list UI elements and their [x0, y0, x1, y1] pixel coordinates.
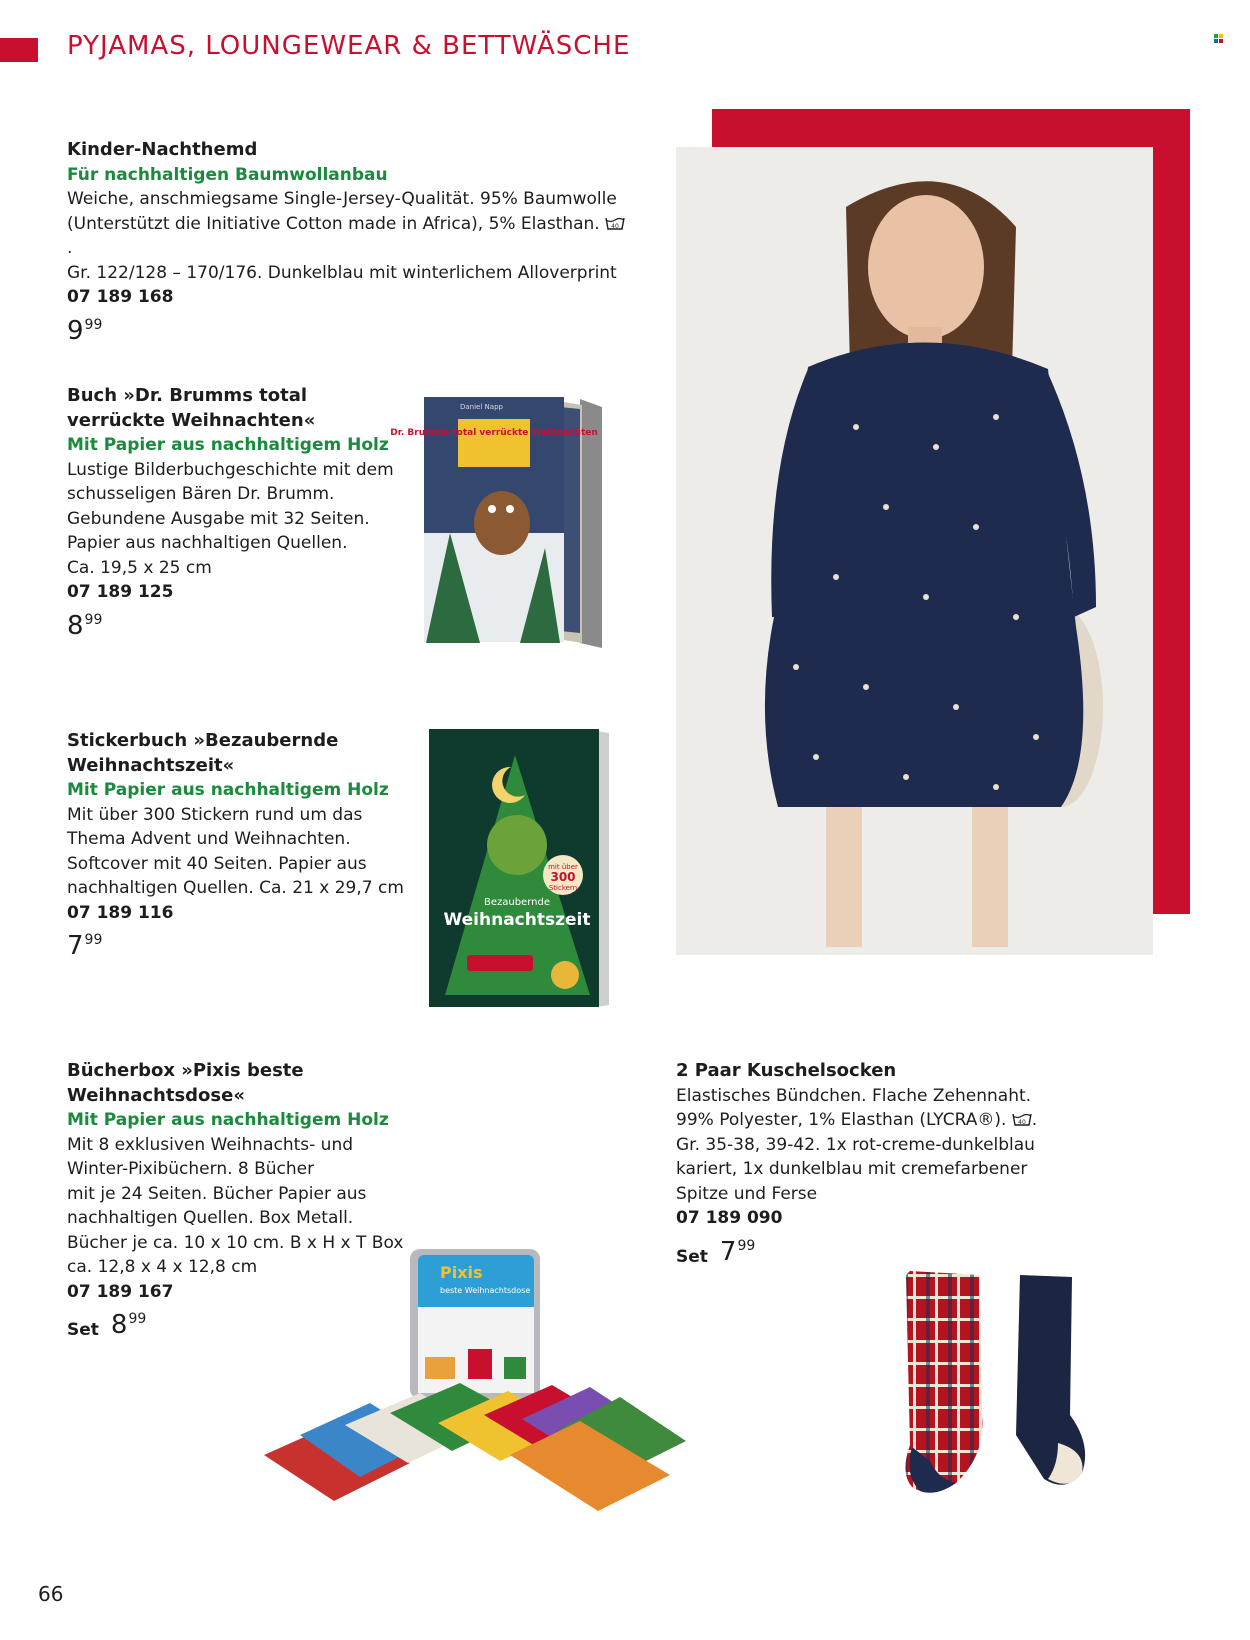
product-name: Buch »Dr. Brumms total verrückte Weihnachten«	[67, 385, 316, 431]
socks-image	[860, 1265, 1100, 1500]
product-description: Weiche, anschmiegsame Single-Jersey-Qualität. 95% Baumwolle (Unterstützt die Initiative Cotton made in Africa), 5% Elasthan. 40 . Gr. 122/128 – 170/176. Dunkelblau mit winterlichem Alloverprint	[67, 187, 627, 285]
brand-logo-icon	[1214, 34, 1226, 44]
book-cover-title-2: Weihnachtszeit	[443, 910, 591, 930]
product-description: Mit 8 exklusiven Weihnachts- und Winter-Pixibüchern. 8 Bücher mit je 24 Seiten. Bücher Papier aus nachhaltigen Quellen. Box Metall. Bücher je ca. 10 x 10 cm. B x H x T Box ca. 12,8 x 4 x 12,8 cm	[67, 1134, 404, 1277]
book-author: Daniel Napp	[460, 403, 503, 411]
girl-nightdress-illustration	[676, 147, 1153, 955]
page-title: PYJAMAS, LOUNGEWEAR & BETTWÄSCHE	[67, 31, 631, 61]
price-cents: 99	[737, 1237, 756, 1254]
price	[67, 931, 407, 961]
price-cents: 99	[84, 932, 103, 948]
product-description: Elastisches Bündchen. Flache Zehennaht. 99% Polyester, 1% Elasthan (LYCRA®). 40 . Gr. 35-38, 39-42. 1x rot-creme-dunkelblau kariert, 1x dunkelblau mit cremefarbener Spitze und Ferse	[676, 1085, 1038, 1204]
article-number: 07 189 125	[67, 582, 174, 602]
sticker-badge-line3: Stickern	[548, 884, 578, 892]
price	[67, 611, 397, 641]
book-cover-title: Dr. Brumms total verrückte Weihnachten	[390, 428, 598, 438]
product-name: Bücherbox »Pixis beste Weihnachtsdose«	[67, 1060, 304, 1106]
stickerbook-image	[425, 725, 625, 1015]
product-buch-dr-brumm	[67, 384, 397, 641]
product-kinder-nachthemd	[67, 138, 627, 346]
price-main: 8	[67, 610, 84, 641]
article-number: 07 189 090	[676, 1208, 783, 1228]
product-kuschelsocken	[676, 1059, 1176, 1269]
sticker-badge-line1: mit über	[548, 863, 578, 871]
price-main: 8	[110, 1310, 128, 1340]
tin-subtitle: beste Weihnachtsdose	[440, 1286, 531, 1295]
sustainability-tagline: Mit Papier aus nachhaltigem Holz	[67, 780, 389, 800]
article-number: 07 189 116	[67, 902, 174, 923]
product-name: Stickerbuch »Bezaubernde Weihnachtszeit«	[67, 730, 339, 776]
sustainability-tagline: Mit Papier aus nachhaltigem Holz	[67, 1110, 389, 1130]
wash-40-icon	[605, 216, 625, 231]
price-main: 9	[67, 315, 84, 346]
sustainability-tagline: Mit Papier aus nachhaltigem Holz	[67, 435, 389, 455]
sticker-badge-count: 300	[550, 870, 576, 884]
article-number: 07 189 167	[67, 1281, 174, 1302]
product-name: Kinder-Nachthemd	[67, 139, 258, 160]
product-name: 2 Paar Kuschelsocken	[676, 1060, 897, 1081]
svg-text:40: 40	[1017, 1119, 1026, 1126]
price-main: 7	[67, 931, 84, 961]
price-set-label: Set	[67, 1320, 99, 1340]
svg-text:40: 40	[611, 222, 619, 230]
wash-40-icon	[1012, 1112, 1032, 1127]
product-stickerbuch	[67, 729, 407, 961]
tin-title: Pixis	[440, 1263, 483, 1282]
price	[67, 316, 627, 346]
book-cover-title-1: Bezaubernde	[483, 897, 551, 908]
price-cents: 99	[84, 611, 103, 628]
price-cents: 99	[128, 1311, 147, 1327]
product-description: Lustige Bilderbuchgeschichte mit dem schusseligen Bären Dr. Brumm. Gebundene Ausgabe mit 32 Seiten. Papier aus nachhaltigen Quellen. Ca. 19,5 x 25 cm	[67, 459, 394, 578]
photo-kinder-nachthemd	[676, 147, 1153, 955]
product-description: Mit über 300 Stickern rund um das Thema Advent und Weihnachten. Softcover mit 40 Seiten. Papier aus nachhaltigen Quellen. Ca. 21 x 29,7 cm	[67, 804, 404, 898]
price-set-label: Set	[676, 1246, 708, 1267]
book-dr-brumm-image	[390, 393, 610, 658]
header-accent-bar	[0, 38, 38, 62]
pixi-box-image	[260, 1245, 705, 1540]
sustainability-tagline: Für nachhaltigen Baumwollanbau	[67, 164, 388, 185]
price-main: 7	[719, 1236, 737, 1267]
page-number: 66	[38, 1582, 64, 1606]
article-number: 07 189 168	[67, 287, 174, 307]
price-cents: 99	[84, 316, 103, 333]
